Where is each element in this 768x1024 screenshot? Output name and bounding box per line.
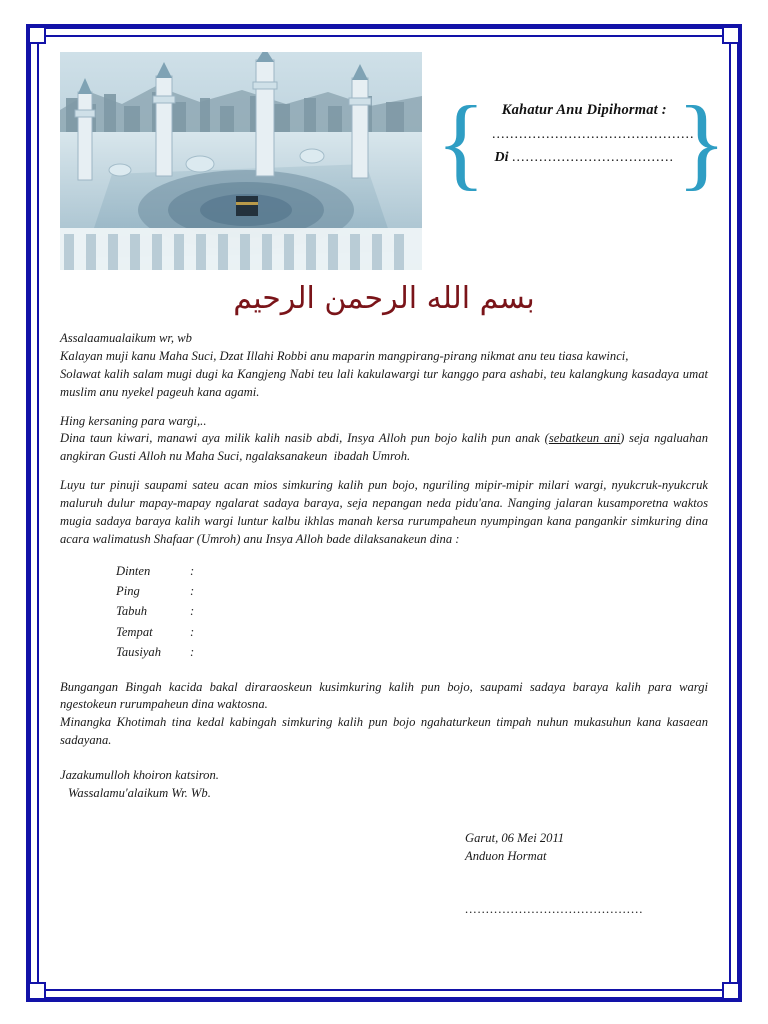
closing-jazakumulloh: Jazakumulloh khoiron katsiron. — [60, 768, 219, 783]
paragraph-khotimah: Minangka Khotimah tina kedal kabingah simkuring kalih pun bojo ngahaturkeun timpah nuhun mukasuhun kana kasaean sadayana. — [60, 715, 708, 748]
closing-paragraphs — [60, 679, 708, 751]
addressee-block — [436, 85, 727, 204]
brace-right-icon: } — [676, 85, 727, 200]
paragraph-greeting: Assalaamualaikum wr, wb — [60, 331, 192, 345]
detail-colon: : — [190, 645, 195, 660]
border-corner-bottom-left — [28, 982, 46, 1000]
detail-colon: : — [190, 624, 195, 639]
paragraph-praise: Kalayan muji kanu Maha Suci, Dzat Illahi Robbi anu maparin mangpirang-pirang nikmat anu teu tiasa kawinci, — [60, 348, 629, 363]
border-corner-bottom-right — [722, 982, 740, 1000]
border-corner-top-left — [28, 26, 46, 44]
header-row — [60, 52, 727, 270]
detail-label-dinten: Dinten — [116, 563, 151, 578]
basmalah-text: بسم الله الرحمن الرحيم — [233, 281, 535, 316]
addressee-place-line — [474, 150, 695, 166]
detail-colon: : — [190, 604, 195, 619]
border-corner-top-right — [722, 26, 740, 44]
event-details-list — [60, 561, 708, 663]
detail-colon: : — [190, 584, 195, 599]
detail-row — [116, 561, 708, 581]
signature-place-date: Garut, 06 Mei 2011 — [465, 830, 565, 845]
addressee-title: Kahatur Anu Dipihormat : — [501, 102, 667, 118]
detail-label-ping: Ping — [116, 584, 140, 599]
detail-row — [116, 622, 708, 642]
brace-left-icon: { — [436, 85, 486, 200]
document-content — [46, 44, 727, 982]
signature-name-line: ........................................... — [465, 902, 644, 917]
masjidil-haram-kaaba-photo — [60, 52, 422, 270]
detail-row — [116, 642, 708, 662]
detail-colon: : — [190, 563, 195, 578]
closing-salam — [60, 766, 708, 803]
letter-body — [60, 330, 708, 919]
signature-role: Anduon Hormat — [465, 849, 547, 864]
signature-block — [60, 829, 708, 920]
detail-row — [116, 581, 708, 601]
underlined-phrase: sebatkeun ani — [548, 431, 621, 446]
detail-row — [116, 601, 708, 621]
detail-label-tausiyah: Tausiyah — [116, 645, 162, 660]
paragraph-address-wargi: Hing kersaning para wargi,.. — [60, 413, 207, 428]
detail-label-tabuh: Tabuh — [116, 604, 148, 619]
paragraph-gratitude: Bungangan Bingah kacida bakal diraraoskeun kusimkuring kalih pun bojo, saupami sadaya baraya kalih para wargi ngestokeun rurumpaheun dina waktosna. — [60, 679, 708, 712]
addressee-name-line: ............................................. — [492, 127, 695, 142]
detail-label-tempat: Tempat — [116, 624, 153, 639]
paragraph-intent: Dina taun kiwari, manawi aya milik kalih nasib abdi, Insya Alloh pun bojo kalih pun anak (sebatkeun ani) seja ngaluahan angkiran Gusti Alloh nu Maha Suci, ngalaksanakeun ibadah Umroh. — [60, 431, 708, 464]
paragraph-invitation: Luyu tur pinuji saupami sateu acan mios simkuring kalih pun bojo, nguriling mipir-mipir milari wargi, nyukcruk-nyukcruk maluruh dulur mapay-mapay ngalarat sadaya baraya, seja nepangan neda pidu'ana. Nanging jalaran kusamporetna waktos mugia sadaya baraya kalih wargi luntur kalbu ikhlas manah kersa rurumpaheun nyumpingan kana pangankir simkuring dina acara walimatush Shafaar (Umroh) anu Insya Alloh bade dilaksanakeun dina : — [60, 478, 708, 546]
paragraph-salawat: Solawat kalih salam mugi dugi ka Kangjeng Nabi teu lali kakulawargi tur kanggo para ashabi, teu kalangkung kasadaya umat muslim anu nyekel pageuh kana agami. — [60, 366, 708, 399]
addressee-place-label: Di — [494, 150, 509, 165]
addressee-place-dots: .................................... — [512, 150, 674, 165]
closing-wassalam: Wassalamu'alaikum Wr. Wb. — [68, 786, 211, 801]
